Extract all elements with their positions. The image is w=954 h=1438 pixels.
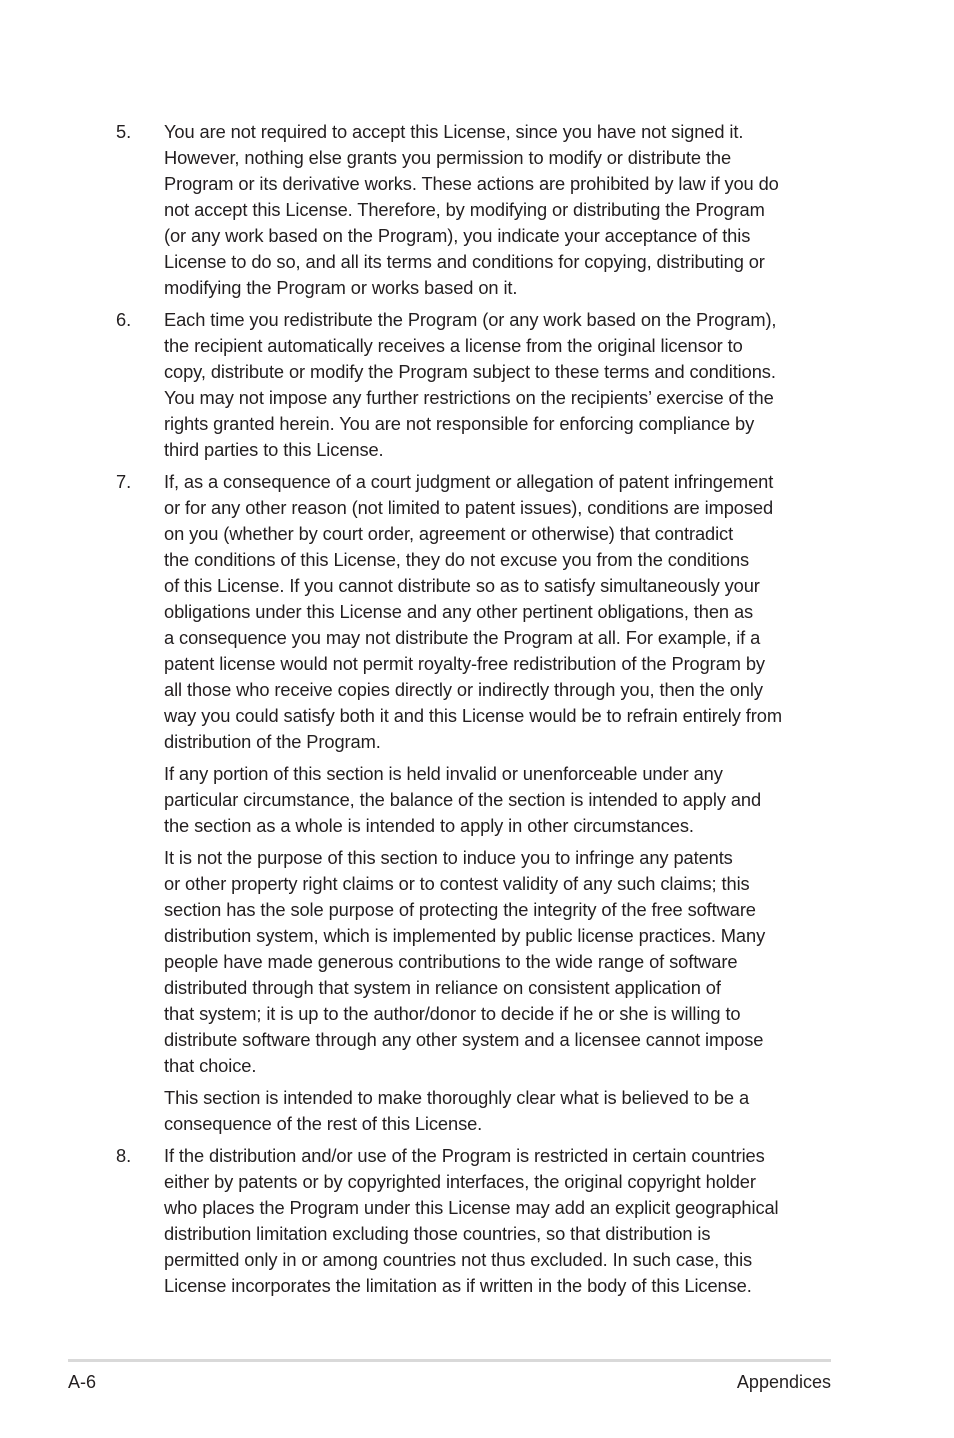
list-item-6 [116, 307, 836, 463]
item-number: 6. [116, 309, 132, 330]
list-item-8 [116, 1143, 836, 1299]
paragraph: This section is intended to make thoroughly clear what is believed to be a consequence of the rest of this License. [164, 1087, 750, 1134]
item-number: 8. [116, 1145, 132, 1166]
document-body [116, 119, 836, 1305]
list-item-7 [116, 469, 836, 1137]
paragraph: If the distribution and/or use of the Program is restricted in certain countries either by patents or by copyrighted interfaces, the original copyright holder who places the Program under this License may add an explicit geographical distribution limitation excluding those countries, so that distribution is permitted only in or among countries not thus excluded. In such case, this License incorporates the limitation as if written in the body of this License. [164, 1145, 779, 1296]
page-number: A-6 [68, 1372, 97, 1392]
paragraph: Each time you redistribute the Program (or any work based on the Program), the recipient automatically receives a license from the original licensor to copy, distribute or modify the Program subject to these terms and conditions. You may not impose any further restrictions on the recipients’ exercise of the rights granted herein. You are not responsible for enforcing compliance by third parties to this License. [164, 309, 777, 460]
paragraph: You are not required to accept this License, since you have not signed it. However, nothing else grants you permission to modify or distribute the Program or its derivative works. These actions are prohibited by law if you do not accept this License. Therefore, by modifying or distributing the Program (or any work based on the Program), you indicate your acceptance of this License to do so, and all its terms and conditions for copying, distributing or modifying the Program or works based on it. [164, 121, 779, 298]
paragraph: If any portion of this section is held invalid or unenforceable under any particular circumstance, the balance of the section is intended to apply and the section as a whole is intended to apply in other circumstances. [164, 763, 762, 836]
item-number: 5. [116, 121, 132, 142]
list-item-5 [116, 119, 836, 301]
item-number: 7. [116, 471, 132, 492]
paragraph: If, as a consequence of a court judgment or allegation of patent infringement or for any other reason (not limited to patent issues), conditions are imposed on you (whether by court order, agreement or otherwise) that contradict the conditions of this License, they do not excuse you from the conditions of this License. If you cannot distribute so as to satisfy simultaneously your obligations under this License and any other pertinent obligations, then as a consequence you may not distribute the Program at all. For example, if a patent license would not permit royalty-free redistribution of the Program by all those who receive copies directly or indirectly through you, then the only way you could satisfy both it and this License would be to refrain entirely from distribution of the Program. [164, 471, 782, 752]
footer-divider [68, 1359, 831, 1362]
paragraph: It is not the purpose of this section to induce you to infringe any patents or other property right claims or to contest validity of any such claims; this section has the sole purpose of protecting the integrity of the free software distribution system, which is implemented by public license practices. Many people have made generous contributions to the wide range of software distributed through that system in reliance on consistent application of that system; it is up to the author/donor to decide if he or she is willing to distribute software through any other system and a licensee cannot impose that choice. [164, 847, 766, 1076]
footer-section-title: Appendices [736, 1372, 831, 1392]
